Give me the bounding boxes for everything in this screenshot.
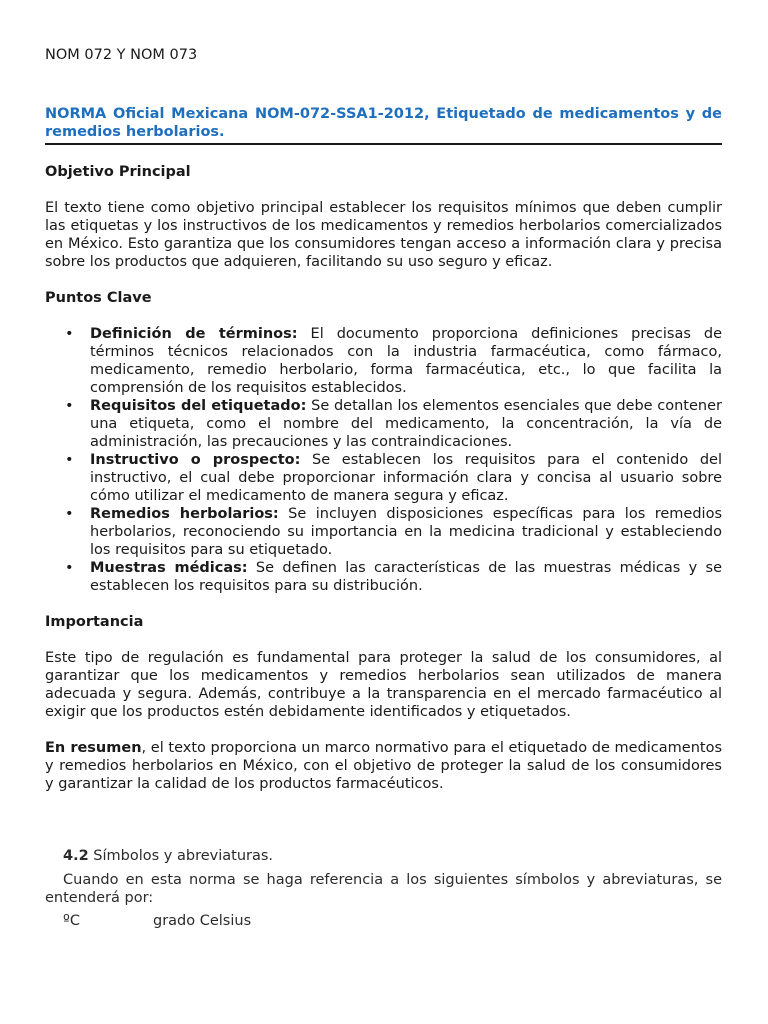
section-4-2-intro: Cuando en esta norma se haga referencia a los siguientes símbolos y abreviaturas, se entenderá por: (45, 872, 722, 906)
list-item-text: El documento proporciona definiciones precisas de términos técnicos relacionados con la industria farmacéutica, como fármaco, medicamento, remedio herbolario, forma farmacéutica, etc., lo que facilita la comprensión de los requisitos establecidos. (90, 326, 722, 396)
symbol: ºC (63, 913, 80, 929)
importancia-heading: Importancia (45, 614, 144, 630)
list-item-text: Se establecen los requisitos para el contenido del instructivo, el cual debe proporcionar información clara y concisa al usuario sobre cómo utilizar el medicamento de manera segura y eficaz. (90, 452, 722, 504)
list-item-text: Se definen las características de las muestras médicas y se establecen los requisitos para su distribución. (90, 560, 722, 594)
document-header: NOM 072 Y NOM 073 (45, 47, 198, 63)
resumen-paragraph (45, 739, 722, 793)
section-title: Símbolos y abreviaturas. (88, 848, 274, 864)
list-item-term: Muestras médicas: (90, 560, 248, 576)
symbol-row (45, 912, 722, 930)
section-number: 4.2 (63, 848, 89, 864)
resumen-lead: En resumen (45, 740, 142, 756)
section-4-2-heading (45, 847, 722, 865)
list-item-term: Remedios herbolarios: (90, 506, 279, 522)
importancia-paragraph: Este tipo de regulación es fundamental para proteger la salud de los consumidores, al garantizar que los medicamentos y remedios herbolarios sean utilizados de manera adecuada y segura. Además, contribuye a la transparencia en el mercado farmacéutico al exigir que los productos estén debidamente identificados y etiquetados. (45, 650, 722, 720)
list-item (90, 505, 722, 559)
list-item (90, 325, 722, 397)
list-item-term: Instructivo o prospecto: (90, 452, 301, 468)
list-item-term: Requisitos del etiquetado: (90, 398, 307, 414)
document-page (45, 46, 722, 930)
norma-title: NORMA Oficial Mexicana NOM-072-SSA1-2012, Etiquetado de medicamentos y de remedios herbolarios. (45, 105, 722, 145)
objetivo-heading: Objetivo Principal (45, 164, 191, 180)
list-item-term: Definición de términos: (90, 326, 298, 342)
list-item (90, 559, 722, 595)
list-item-text: Se detallan los elementos esenciales que debe contener una etiqueta, como el nombre del medicamento, la concentración, la vía de administración, las precauciones y las contraindicaciones. (90, 398, 722, 450)
resumen-text: , el texto proporciona un marco normativo para el etiquetado de medicamentos y remedios herbolarios en México, con el objetivo de proteger la salud de los consumidores y garantizar la calidad de los productos farmacéuticos. (45, 740, 723, 792)
list-item-text: Se incluyen disposiciones específicas para los remedios herbolarios, reconociendo su importancia en la medicina tradicional y estableciendo los requisitos para su etiquetado. (90, 506, 722, 558)
list-item (90, 397, 722, 451)
puntos-clave-heading: Puntos Clave (45, 290, 152, 306)
list-item (90, 451, 722, 505)
symbol-meaning: grado Celsius (153, 913, 252, 929)
puntos-clave-list (45, 325, 722, 595)
objetivo-paragraph: El texto tiene como objetivo principal establecer los requisitos mínimos que deben cumplir las etiquetas y los instructivos de los medicamentos y remedios herbolarios comercializados en México. Esto garantiza que los consumidores tengan acceso a información clara y precisa sobre los productos que adquieren, facilitando su uso seguro y eficaz. (45, 200, 722, 270)
